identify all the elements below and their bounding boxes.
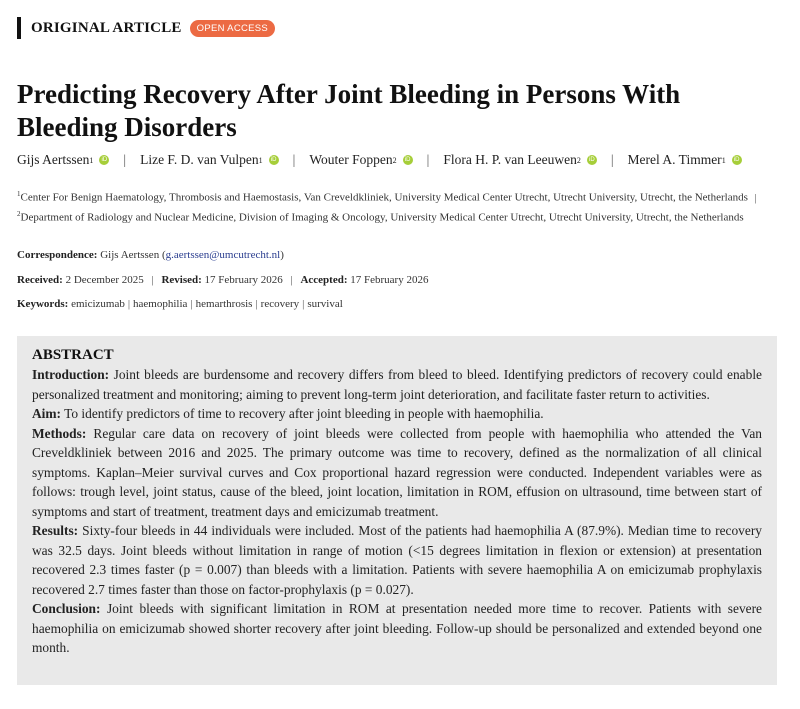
separator: |: [151, 274, 154, 286]
section-label: Introduction:: [32, 367, 110, 382]
correspondence-close: ): [280, 249, 284, 261]
section-label: Aim:: [32, 406, 62, 421]
author-name[interactable]: Lize F. D. van Vulpen: [140, 152, 259, 167]
separator: |: [426, 152, 430, 167]
affiliation-text: Center For Benign Haematology, Thrombosis and Haemostasis, Van Creveldkliniek, University Medical Center Utrecht, Utrecht University, Utrecht, the Netherlands: [20, 191, 748, 204]
keyword[interactable]: haemophilia: [133, 298, 188, 310]
section-text: Joint bleeds are burdensome and recovery differs from bleed to bleed. Identifying predictors of recovery could enable personalized treatment and monitoring; aiming to prevent long-term joint deterioration, and facilitate faster return to activities.: [32, 367, 762, 402]
accepted-date: 17 February 2026: [350, 274, 429, 286]
orcid-icon[interactable]: iD: [732, 155, 742, 165]
affiliation-number: 2: [17, 210, 21, 219]
article-header: [17, 17, 275, 39]
correspondence: [17, 249, 284, 261]
abstract-results: [32, 521, 762, 599]
separator: |: [255, 298, 258, 310]
revised-date: 17 February 2026: [204, 274, 283, 286]
open-access-badge[interactable]: OPEN ACCESS: [190, 20, 275, 37]
section-text: Sixty-four bleeds in 44 individuals were included. Most of the patients had haemophilia A (87.9%). Median time to recovery was 32.5 days. Joint bleeds without limitation in range of motion (<15 degrees limitation in flexion or extension) at presentation recovered 2.3 times faster (p = 0.007) than bleeds with a limitation. Patients with severe haemophilia A on emicizumab prophylaxis recovered 2.7 times faster than those on factor-prophylaxis (p = 0.027).: [32, 523, 762, 597]
affiliations: [17, 186, 777, 226]
separator: |: [610, 152, 614, 167]
orcid-icon[interactable]: iD: [587, 155, 597, 165]
author-name[interactable]: Wouter Foppen: [309, 152, 393, 167]
separator: |: [754, 191, 757, 204]
author[interactable]: [17, 152, 109, 168]
abstract-heading: ABSTRACT: [32, 347, 114, 363]
author-name[interactable]: Flora H. P. van Leeuwen: [443, 152, 577, 167]
keyword[interactable]: hemarthrosis: [195, 298, 253, 310]
affiliation-marker: 1: [721, 155, 726, 165]
correspondence-name: Gijs Aertssen (: [100, 249, 166, 261]
section-text: Joint bleeds with significant limitation in ROM at presentation needed more time to recover. Patients with severe haemophilia on emicizumab showed shorter recovery after joint bleeding. Follow-up should be personalized and extended beyond one month.: [32, 601, 762, 655]
author[interactable]: [309, 152, 412, 168]
abstract-introduction: [32, 365, 762, 404]
separator: |: [127, 298, 131, 310]
keyword[interactable]: recovery: [260, 298, 300, 310]
correspondence-label: Correspondence:: [17, 249, 98, 261]
author-list: [17, 152, 742, 168]
abstract-methods: [32, 424, 762, 522]
affiliation-number: 1: [17, 190, 21, 198]
article-type: ORIGINAL ARTICLE: [31, 19, 182, 36]
abstract-box: [17, 336, 777, 685]
orcid-icon[interactable]: iD: [403, 155, 413, 165]
separator: |: [123, 152, 127, 167]
revised-label: Revised:: [161, 274, 202, 286]
received-label: Received:: [17, 274, 63, 286]
affiliation-marker: 2: [392, 155, 397, 165]
abstract-aim: [32, 404, 762, 424]
author-name[interactable]: Gijs Aertssen: [17, 152, 90, 167]
separator: |: [190, 298, 193, 310]
abstract-conclusion: [32, 599, 762, 658]
section-label: Conclusion:: [32, 601, 101, 616]
separator: |: [302, 298, 305, 310]
article-dates: [17, 274, 428, 286]
orcid-icon[interactable]: iD: [269, 155, 279, 165]
correspondence-email-link[interactable]: g.aertssen@umcutrecht.nl: [165, 249, 281, 261]
author-name[interactable]: Merel A. Timmer: [627, 152, 722, 167]
author[interactable]: [628, 152, 742, 168]
accepted-label: Accepted:: [300, 274, 348, 286]
author[interactable]: [140, 152, 279, 168]
affiliation-marker: 2: [576, 155, 581, 165]
section-label: Results:: [32, 523, 79, 538]
affiliation-text: Department of Radiology and Nuclear Medicine, Division of Imaging & Oncology, University Medical Center Utrecht, Utrecht University, Utrecht, the Netherlands: [20, 211, 744, 224]
affiliation-marker: 1: [258, 155, 263, 165]
author[interactable]: [443, 152, 596, 168]
orcid-icon[interactable]: iD: [99, 155, 109, 165]
section-label: Methods:: [32, 425, 87, 441]
section-text: Regular care data on recovery of joint bleeds were collected from people with haemophilia who attended the Van Creveldkliniek between 2016 and 2025. The primary outcome was time to recovery, defined as the normalization of all clinical symptoms. Kaplan–Meier survival curves and Cox proportional hazard regression were conducted. Independent variables were as follows: trough level, joint status, cause of the bleed, joint location, limitation in ROM, effusion on ultrasound, time between start of symptoms and start of treatment, treatment days and emicizumab treatment.: [32, 425, 762, 519]
keywords-label: Keywords:: [17, 298, 69, 310]
affiliation-marker: 1: [89, 155, 94, 165]
separator: |: [292, 152, 296, 167]
article-title: Predicting Recovery After Joint Bleeding in Persons With Bleeding Disorders: [17, 79, 681, 142]
separator: |: [290, 274, 293, 286]
keywords: [17, 298, 343, 310]
header-bar: [17, 17, 21, 39]
keyword[interactable]: emicizumab: [71, 298, 125, 310]
received-date: 2 December 2025: [65, 274, 144, 286]
section-text: To identify predictors of time to recovery after joint bleeding in people with haemophilia.: [64, 406, 544, 421]
keyword[interactable]: survival: [307, 298, 343, 310]
